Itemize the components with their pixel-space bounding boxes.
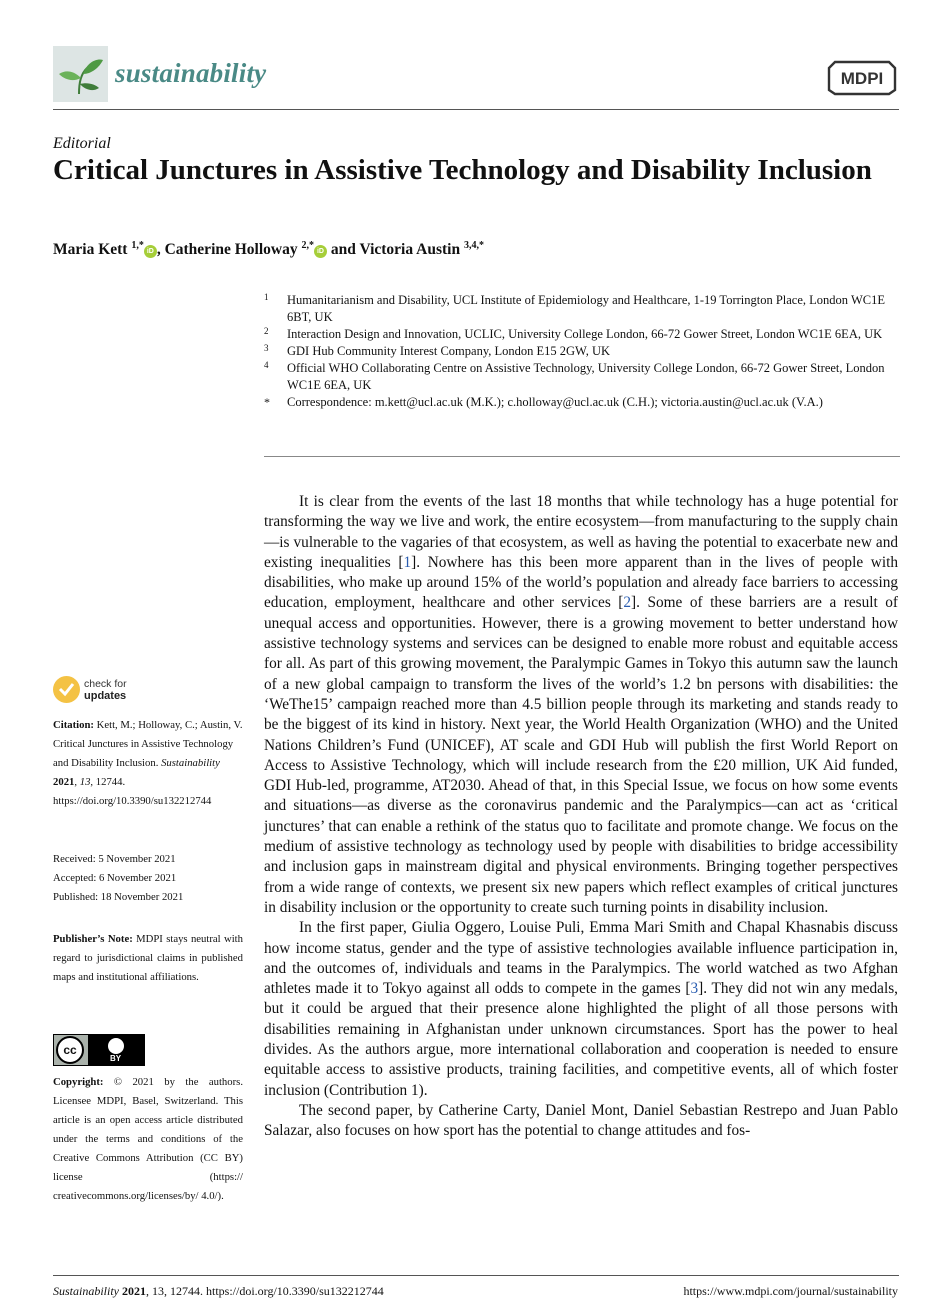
mdpi-logo	[827, 58, 897, 101]
author-name: Victoria Austin	[359, 241, 461, 258]
affiliation-list	[264, 292, 900, 411]
article-title: Critical Junctures in Assistive Technology and Disability Inclusion	[53, 154, 872, 186]
affiliation-item: 4 Official WHO Collaborating Centre on Assistive Technology, University College London, 66-72 Gower Street, London WC1E 6EA, UK	[264, 360, 885, 392]
orcid-icon[interactable]: iD	[314, 245, 327, 258]
mdpi-logo-text: MDPI	[840, 69, 884, 88]
footer-citation: Sustainability 2021, 13, 12744. https://doi.org/10.3390/su132212744	[53, 1284, 384, 1298]
article-body	[264, 492, 898, 1142]
affiliation-divider	[264, 456, 900, 457]
orcid-icon[interactable]: iD	[144, 245, 157, 258]
body-paragraph: It is clear from the events of the last 18 months that while technology has a huge potential for transforming the way we live and work, the entire ecosystem—from manufacturing to the supply chain—is vulnerable to the vagaries of that ecosystem, as well as having the potential to exacerbate new and existing inequalities [1]. Nowhere has this been more apparent than in the lives of people with disabilities, who make up around 15% of the world’s population and already face barriers to accessing education, employment, healthcare and other services [2]. Some of these barriers are a result of unequal access and opportunities. However, there is a growing movement to better understand how assistive technology systems and services can be designed to enable more robust and equitable access for all. As part of this growing movement, the Paralympic Games in Tokyo this autumn saw the launch of a new global campaign to transform the lives of the world’s 1.2 bn persons with disabilities: the ‘WeThe15’ campaign reached more than 4.5 billion people through its marketing and stands ready to be the biggest of its kind in history. Next year, the World Health Organization (WHO) and the United Nations Children’s Fund (UNICEF), AT scale and GDI Hub will publish the first World Report on Access to Assistive Technology, which will include research from the £20 million, UK Aid funded, GDI Hub-led, programme, AT2030. Ahead of that, in this Special Issue, we focus on how some events and situations—as diverse as the coronavirus pandemic and the Paralympics—can act as ‘critical junctures’ that can enable a rethink of the status quo to facilitate and promote change. We focus on the medium of assistive technology as technology used by people with disabilities to bridge accessibility and inclusion gaps in mainstream digital and physical environments. Bringing together perspectives from a wide range of contexts, we present six new papers which reflect examples of critical junctures in disability inclusion or the opportunity to create such turning points in disability inclusion.	[264, 493, 898, 916]
body-paragraph: The second paper, by Catherine Carty, Daniel Mont, Daniel Sebastian Restrepo and Juan Pablo Salazar, also focuses on how sport has the potential to change attitudes and fos-	[264, 1101, 898, 1140]
publisher-note: Publisher’s Note: MDPI stays neutral with regard to jurisdictional claims in published maps and institutional affiliations.	[53, 933, 243, 983]
reference-link[interactable]: 2	[623, 594, 632, 612]
affiliation-item: 2 Interaction Design and Innovation, UCLIC, University College London, 66-72 Gower Street, London WC1E 6EA, UK	[264, 326, 883, 341]
dates-block	[53, 850, 243, 907]
reference-link[interactable]: 1	[403, 553, 412, 571]
author-name: Maria Kett	[53, 241, 128, 258]
received-date: Received: 5 November 2021	[53, 853, 176, 865]
cc-icon: cc	[56, 1036, 84, 1064]
author-list: Maria Kett $^{1,*}$iD , Catherine Holloway $^{2,*}$iD and Victoria Austin $^{3,4,*}$	[53, 240, 484, 258]
footer-journal-url[interactable]: https://www.mdpi.com/journal/sustainability	[683, 1284, 898, 1298]
reference-link[interactable]: 3	[690, 980, 699, 998]
journal-header	[53, 46, 899, 110]
journal-name: sustainability	[115, 58, 267, 88]
author-affiliation-mark: 1,*	[131, 240, 144, 251]
attribution-icon	[108, 1038, 124, 1054]
article-type: Editorial	[53, 135, 111, 152]
citation-block: Citation: Kett, M.; Holloway, C.; Austin, V. Critical Junctures in Assistive Technology and Disability Inclusion. Sustainability 2021, 13, 12744. https://doi.org/10.3390/su132212744	[53, 719, 243, 807]
cc-by-license-icon[interactable]: cc BY	[53, 1034, 145, 1066]
accepted-date: Accepted: 6 November 2021	[53, 872, 177, 884]
copyright-block: Copyright: © 2021 by the authors. Licensee MDPI, Basel, Switzerland. This article is an open access article distributed under the terms and conditions of the Creative Commons Attribution (CC BY) license (https:// creativecommons.org/licenses/by/ 4.0/).	[53, 1076, 244, 1202]
author-affiliation-mark: 2,*	[301, 240, 314, 251]
leaf-icon	[57, 52, 105, 96]
correspondence-item: * Correspondence: m.kett@ucl.ac.uk (M.K.); c.holloway@ucl.ac.uk (C.H.); victoria.austin@ucl.ac.uk (V.A.)	[264, 395, 823, 409]
body-paragraph: In the first paper, Giulia Oggero, Louise Puli, Emma Mari Smith and Chapal Khasnabis discuss how income status, gender and the type of assistive technologies available influence participation in, and the outcomes of, individuals and teams in the Paralympics. The world watched as two Afghan athletes made it to Tokyo against all odds to compete in the games [3]. They did not win any medals, but it could be argued that their presence alone highlighted the plight of all those persons with disabilities remaining in Afghanistan under unknown circumstances. Sport has the power to heal divides. As the authors argue, more international collaboration and cooperation is needed to ensure equitable access to assistive products, training facilities, and competitive events, all of which foster inclusion (Contribution 1).	[264, 919, 898, 1099]
header-divider	[53, 109, 899, 110]
affiliation-item: 3 GDI Hub Community Interest Company, London E15 2GW, UK	[264, 343, 611, 358]
journal-logo	[53, 46, 108, 102]
footer-divider	[53, 1275, 899, 1276]
checkmark-icon	[53, 676, 80, 703]
author-affiliation-mark: 3,4,*	[463, 240, 484, 251]
author-name: Catherine Holloway	[164, 241, 298, 258]
affiliation-item: 1 Humanitarianism and Disability, UCL Institute of Epidemiology and Healthcare, 1-19 Torrington Place, London WC1E 6BT, UK	[264, 292, 885, 324]
published-date: Published: 18 November 2021	[53, 891, 184, 903]
check-for-updates-badge[interactable]: check for updates	[53, 676, 173, 706]
